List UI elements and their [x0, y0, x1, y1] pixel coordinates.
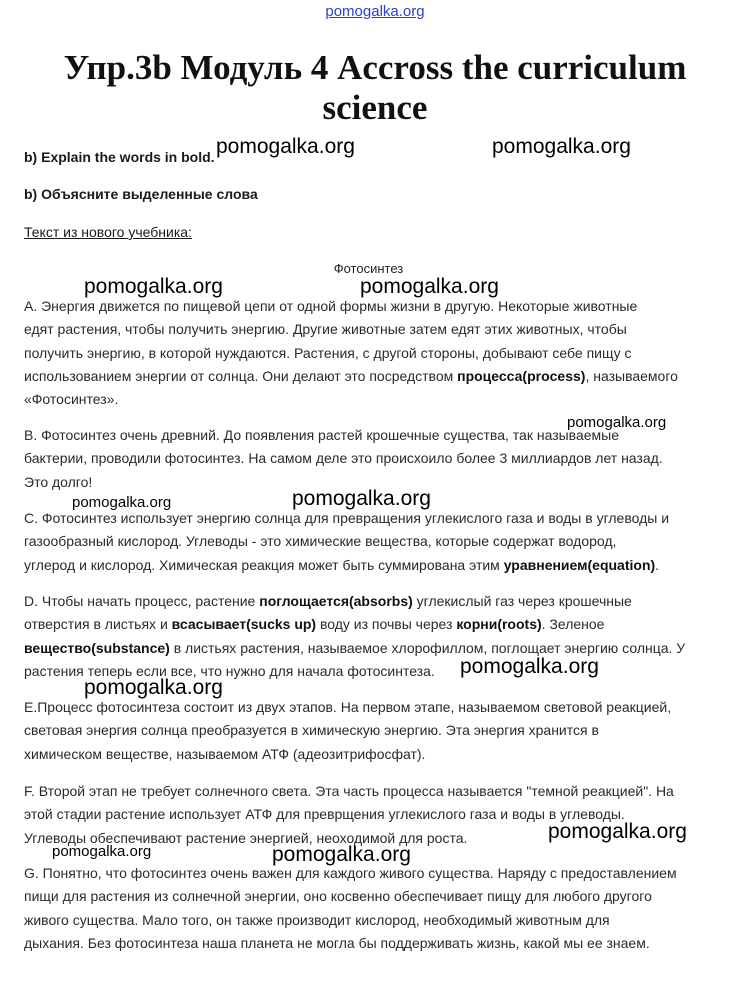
paragraph-line	[24, 613, 729, 636]
paragraph-line: E.Процесс фотосинтеза состоит из двух этапов. На первом этапе, называемом световой реакцией,	[24, 699, 672, 715]
text-run: . Зеленое	[541, 616, 605, 633]
paragraph-b	[24, 424, 729, 494]
watermark: pomogalka.org	[84, 275, 223, 298]
watermark: pomogalka.org	[567, 414, 667, 431]
paragraph-line: Углеводы обеспечивают растение энергией, неоходимой для роста.	[24, 829, 468, 846]
bold-term-substance: вещество(substance)	[24, 639, 170, 656]
paragraph-line: «Фотосинтез».	[24, 391, 119, 408]
paragraph-line	[24, 365, 729, 388]
text-run: , называемого	[585, 367, 678, 384]
text-run: воду из почвы через	[316, 616, 457, 633]
paragraph-c	[24, 507, 729, 577]
paragraph-line: B. Фотосинтез очень древний. До появления растей крошечные существа, так называемые	[24, 427, 619, 443]
paragraph-line	[24, 637, 729, 660]
watermark: pomogalka.org	[492, 135, 631, 158]
paragraph-line: C. Фотосинтез использует энергию солнца для превращения углекислого газа и воды в углеводы и	[24, 510, 670, 526]
bold-term-process: процесса(process)	[457, 367, 586, 384]
paragraph-line: A. Энергия движется по пищевой цепи от одной формы жизни в другую. Некоторые животные	[24, 298, 638, 314]
text-run: в листьях растения, называемое хлорофиллом, поглощает энергию солнца. У	[169, 639, 686, 656]
paragraph-line: световая энергия солнца преобразуется в химическую энергию. Эта энергия хранится в	[24, 722, 599, 739]
watermark: pomogalka.org	[292, 487, 431, 510]
paragraph-a	[24, 295, 729, 411]
paragraph-line: этой стадии растение использует АТФ для преврщения углекислого газа и воды в углеводы.	[24, 806, 625, 823]
paragraph-line: Это долго!	[24, 473, 93, 490]
paragraph-line	[24, 590, 729, 613]
source-label: Текст из нового учебника:	[24, 224, 192, 240]
paragraph-line: получить энергию, в которой нуждаются. Растения, с другой стороны, добывают себе пищу с	[24, 344, 632, 361]
bold-term-equation: уравнением(equation)	[503, 556, 656, 573]
bold-term-roots: корни(roots)	[456, 616, 542, 633]
text-run: углекислый газ через крошечные	[412, 593, 632, 609]
paragraph-line: растения теперь если все, что нужно для начала фотосинтеза.	[24, 662, 435, 679]
page-title-line-2: science	[322, 88, 428, 127]
watermark: pomogalka.org	[460, 655, 599, 678]
text-run: .	[655, 556, 660, 573]
watermark: pomogalka.org	[216, 135, 355, 158]
text-run: использованием энергии от солнца. Они делают это посредством	[24, 367, 458, 384]
watermark: pomogalka.org	[272, 843, 411, 866]
watermark: pomogalka.org	[52, 843, 152, 860]
watermark: pomogalka.org	[548, 820, 687, 843]
instruction-english: b) Explain the words in bold.	[24, 149, 215, 165]
paragraph-line	[24, 554, 729, 577]
paragraph-d	[24, 590, 729, 683]
paragraph-line: живого существа. Мало того, он также производит кислород, необходимый животным для	[24, 911, 610, 928]
text-run: углерод и кислород. Химическая реакция может быть суммирована этим	[24, 556, 504, 573]
paragraph-line: пищи для растения из солнечной энергии, оно косвенно обеспечивает пищу для любого другого	[24, 888, 652, 905]
paragraph-g	[24, 862, 729, 955]
paragraph-line: G. Понятно, что фотосинтез очень важен для каждого живого существа. Наряду с предоставлением	[24, 865, 677, 881]
bold-term-absorbs: поглощается(absorbs)	[259, 593, 413, 609]
paragraph-line: газообразный кислород. Углеводы - это химические вещества, которые содержат водород,	[24, 533, 617, 550]
top-watermark-link[interactable]: pomogalka.org	[325, 3, 425, 20]
watermark: pomogalka.org	[84, 676, 223, 699]
watermark: pomogalka.org	[72, 494, 172, 511]
text-run: отверстия в листьях и	[24, 616, 172, 633]
paragraph-line: бактерии, проводили фотосинтез. На самом деле это происхоило более 3 миллиардов лет назад.	[24, 450, 663, 467]
text-run: D. Чтобы начать процесс, растение	[24, 593, 260, 609]
text-heading: Фотосинтез	[333, 261, 404, 276]
paragraph-line: едят растения, чтобы получить энергию. Другие животные затем едят этих животных, чтобы	[24, 321, 627, 338]
watermark: pomogalka.org	[360, 275, 499, 298]
paragraph-line: химическом веществе, называемом АТФ (адеозитрифосфат).	[24, 745, 426, 762]
paragraph-e	[24, 696, 729, 766]
paragraph-line: F. Второй этап не требует солнечного света. Эта часть процесса называется "темной реакцией". На	[24, 783, 674, 799]
paragraph-line: дыхания. Без фотосинтеза наша планета не могла бы поддерживать жизнь, какой мы ее знаем.	[24, 934, 650, 951]
page-title-line-1: Упр.3b Модуль 4 Accross the curriculum	[63, 48, 687, 87]
bold-term-sucks-up: всасывает(sucks up)	[171, 616, 317, 633]
instruction-russian: b) Объясните выделенные слова	[24, 186, 258, 202]
